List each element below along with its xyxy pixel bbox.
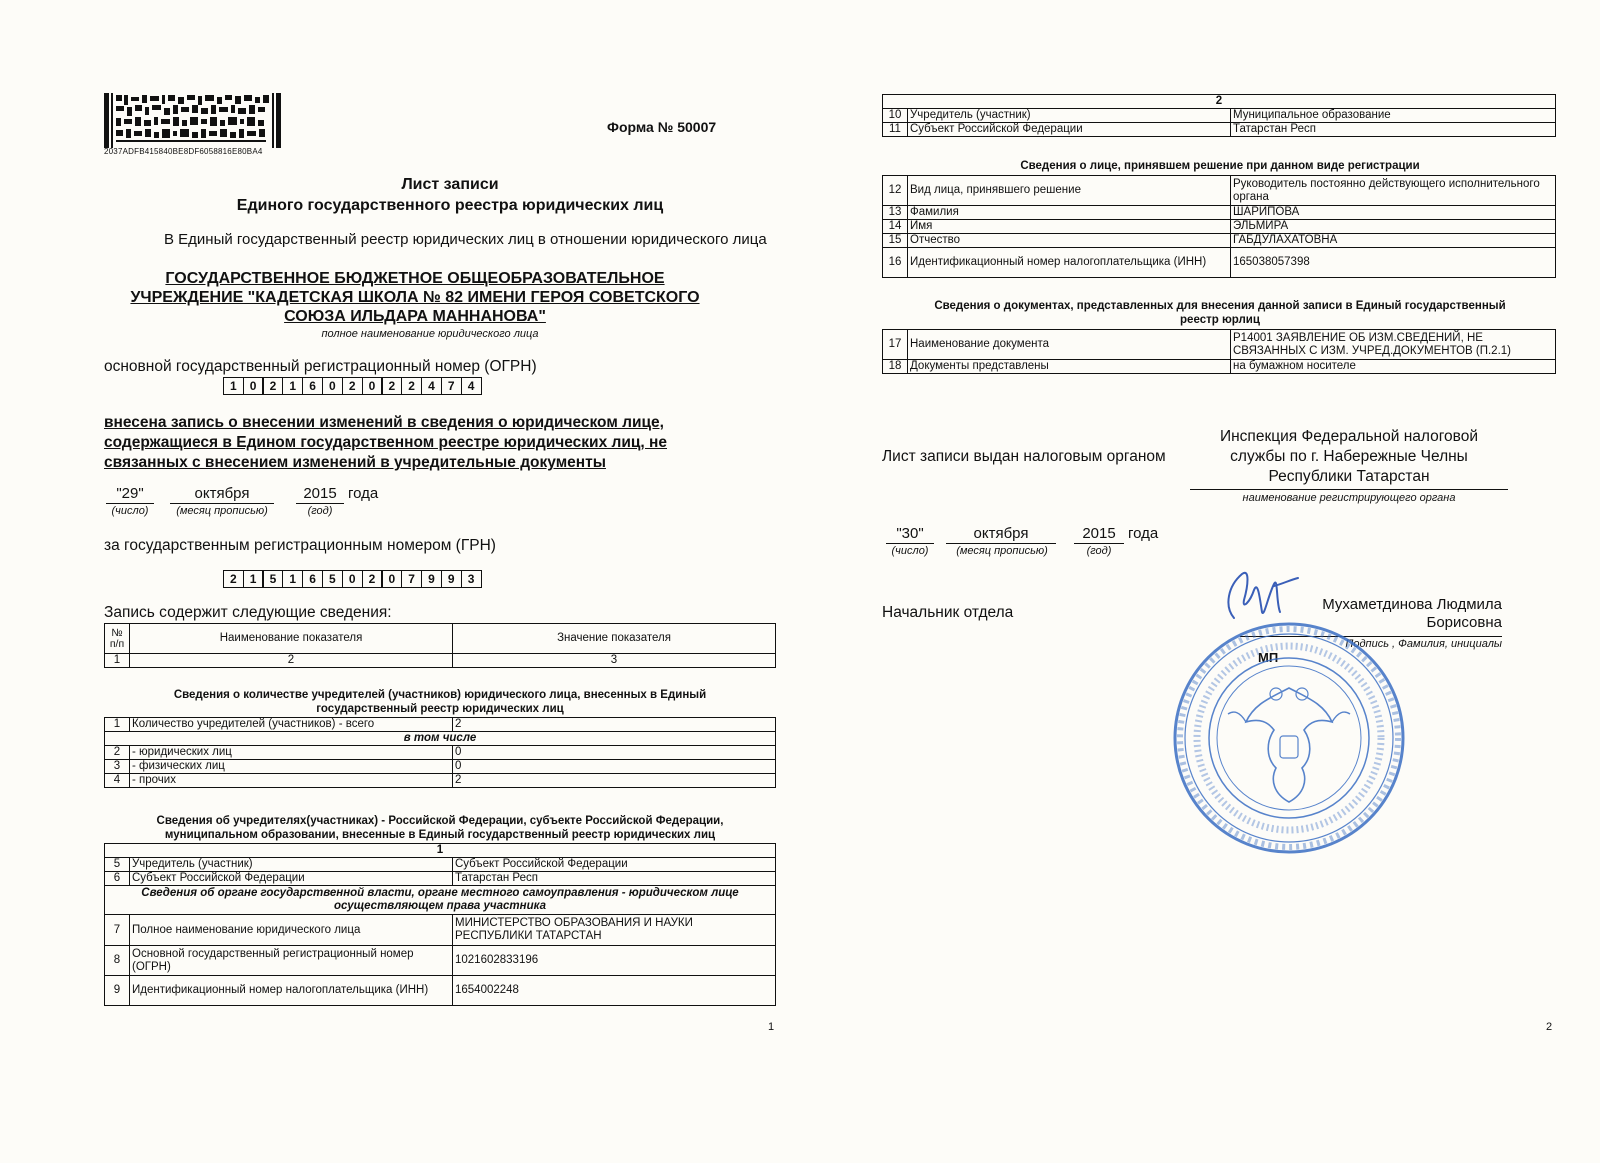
row-name: Документы представлены <box>908 360 1231 374</box>
authority-name-line-2: службы по г. Набережные Челны <box>1230 448 1468 465</box>
row-value: 1654002248 <box>453 976 776 1006</box>
founders-count-table <box>104 717 776 788</box>
row-num: 18 <box>883 360 908 374</box>
row-num: 4 <box>105 774 130 788</box>
record-intro: Запись содержит следующие сведения: <box>104 604 392 621</box>
grn-digit-12: 9 <box>441 570 462 588</box>
date-year-suffix: года <box>348 485 379 502</box>
issue-date <box>800 525 1600 565</box>
row-value: 0 <box>453 760 776 774</box>
caption-day: (число) <box>891 545 929 557</box>
row-num: 2 <box>105 746 130 760</box>
table-row <box>105 718 776 732</box>
signer-line-2: Борисовна <box>1426 614 1502 631</box>
row-name: Наименование документа <box>908 330 1231 360</box>
grn-digit-5: 6 <box>302 570 323 588</box>
row-name: Вид лица, принявшего решение <box>908 176 1231 206</box>
row-name: Полное наименование юридического лица <box>130 915 453 946</box>
grn-digit-8: 2 <box>362 570 383 588</box>
row-name: - юридических лиц <box>130 746 453 760</box>
table-row <box>883 176 1556 206</box>
row-name: - физических лиц <box>130 760 453 774</box>
caption-month: (месяц прописью) <box>956 545 1048 557</box>
row-value: Р14001 ЗАЯВЛЕНИЕ ОБ ИЗМ.СВЕДЕНИЙ, НЕ СВЯЗАННЫХ С ИЗМ. УЧРЕД.ДОКУМЕНТОВ (П.2.1) <box>1231 330 1556 360</box>
row-value: Татарстан Респ <box>1231 123 1556 137</box>
ogrn-digit-7: 2 <box>342 377 363 395</box>
row-num: 12 <box>883 176 908 206</box>
grn-digit-11: 9 <box>421 570 442 588</box>
grn-digit-4: 1 <box>282 570 303 588</box>
date-day: "29" <box>106 485 154 504</box>
stamp-label: МП <box>1258 650 1279 665</box>
docs-heading <box>860 299 1580 327</box>
grn-digit-3: 5 <box>262 570 283 588</box>
table-row <box>105 746 776 760</box>
row-num: 5 <box>105 858 130 872</box>
position-label: Начальник отдела <box>882 604 1014 621</box>
grn-digit-13: 3 <box>461 570 482 588</box>
row-num: 17 <box>883 330 908 360</box>
row-num: 10 <box>883 109 908 123</box>
row-value: 165038057398 <box>1231 248 1556 278</box>
date-month: октября <box>170 485 274 504</box>
table-row <box>105 774 776 788</box>
row-name: Количество учредителей (участников) - всего <box>130 718 453 732</box>
org-name-line-1: ГОСУДАРСТВЕННОЕ БЮДЖЕТНОЕ ОБЩЕОБРАЗОВАТЕЛЬНОЕ <box>165 270 665 287</box>
table-row <box>883 109 1556 123</box>
row-name: Идентификационный номер налогоплательщика (ИНН) <box>130 976 453 1006</box>
date-year: 2015 <box>1074 525 1124 544</box>
row-name: Учредитель (участник) <box>130 858 453 872</box>
org-name-line-3: СОЮЗА ИЛЬДАРА МАННАНОВА" <box>284 308 546 325</box>
ogrn-digit-10: 2 <box>401 377 422 395</box>
signature-image <box>1220 566 1320 626</box>
ogrn-digit-3: 2 <box>262 377 283 395</box>
row-num: 16 <box>883 248 908 278</box>
row-num: 1 <box>105 718 130 732</box>
issued-label: Лист записи выдан налоговым органом <box>882 448 1166 465</box>
table-row <box>105 732 776 746</box>
org-name-caption: полное наименование юридического лица <box>321 328 539 340</box>
row-num: 3 <box>105 760 130 774</box>
row-value: на бумажном носителе <box>1231 360 1556 374</box>
page-2 <box>800 0 1600 1163</box>
founders-heading: Сведения об учредителях(участниках) - Российской Федерации, субъекте Российской Федерации, муниципальном образовании, внесенные в Единый государственный реестр юридических лиц <box>156 815 724 841</box>
title-line-1: Лист записи <box>401 176 499 193</box>
header-col-num: № п/п <box>105 624 130 654</box>
ogrn-digit-4: 1 <box>282 377 303 395</box>
barcode-image <box>104 93 282 148</box>
ogrn-digit-8: 0 <box>362 377 383 395</box>
row-value: ЭЛЬМИРА <box>1231 220 1556 234</box>
row-value: ШАРИПОВА <box>1231 206 1556 220</box>
signer-line-1: Мухаметдинова Людмила <box>1322 596 1502 613</box>
including-label: в том числе <box>105 732 776 746</box>
table-row <box>105 915 776 946</box>
form-number: Форма № 50007 <box>607 119 717 135</box>
caption-year: (год) <box>1086 545 1112 557</box>
table-row <box>883 123 1556 137</box>
row-num: 13 <box>883 206 908 220</box>
caption-year: (год) <box>307 505 333 517</box>
grn-digit-6: 5 <box>322 570 343 588</box>
table-row <box>883 234 1556 248</box>
authority-caption: наименование регистрирующего органа <box>1242 492 1456 504</box>
date-day: "30" <box>886 525 934 544</box>
row-value: Муниципальное образование <box>1231 109 1556 123</box>
founders-table <box>104 843 776 1006</box>
header-num-3: 3 <box>453 654 776 668</box>
row-num: 8 <box>105 946 130 976</box>
ogrn-digit-9: 2 <box>381 377 402 395</box>
authority-name-line-1: Инспекция Федеральной налоговой <box>1219 428 1478 445</box>
row-name: Субъект Российской Федерации <box>130 872 453 886</box>
row-num: 7 <box>105 915 130 946</box>
page-number-2: 2 <box>1546 1021 1553 1033</box>
entry-text-line-1: внесена запись о внесении изменений в сведения о юридическом лице, <box>104 414 664 431</box>
founders-count-heading: Сведения о количестве учредителей (участников) юридического лица, внесенных в Единый государственный реестр юридических лиц <box>173 689 707 715</box>
title-line-2: Единого государственного реестра юридических лиц <box>236 197 664 214</box>
ogrn-digit-6: 0 <box>322 377 343 395</box>
ogrn-digits <box>224 377 482 395</box>
table-row <box>883 220 1556 234</box>
row-value: 1021602833196 <box>453 946 776 976</box>
caption-day: (число) <box>111 505 149 517</box>
docs-table <box>882 329 1556 374</box>
grn-digits <box>224 570 482 588</box>
header-num-1: 1 <box>105 654 130 668</box>
authority-heading: Сведения об органе государственной власти, органе местного самоуправления - юридическом лице осуществляющем права участника <box>105 886 776 915</box>
row-value: Руководитель постоянно действующего исполнительного органа <box>1231 176 1556 206</box>
row-name: Имя <box>908 220 1231 234</box>
authority-name-line-3: Республики Татарстан <box>1268 468 1430 485</box>
grn-digit-10: 7 <box>401 570 422 588</box>
ogrn-label: основной государственный регистрационный номер (ОГРН) <box>104 358 537 375</box>
decision-heading: Сведения о лице, принявшем решение при данном виде регистрации <box>1020 160 1420 172</box>
row-num: 9 <box>105 976 130 1006</box>
founder-block-number-2: 2 <box>883 95 1556 109</box>
row-value: ГАБДУЛАХАТОВНА <box>1231 234 1556 248</box>
table-row <box>105 760 776 774</box>
row-num: 11 <box>883 123 908 137</box>
table-row <box>883 360 1556 374</box>
grn-label: за государственным регистрационным номером (ГРН) <box>104 537 496 554</box>
entry-text-line-2: содержащиеся в Едином государственном реестре юридических лиц, не <box>104 434 668 451</box>
ogrn-digit-5: 6 <box>302 377 323 395</box>
row-value: МИНИСТЕРСТВО ОБРАЗОВАНИЯ И НАУКИ РЕСПУБЛИКИ ТАТАРСТАН <box>453 915 776 946</box>
date-year-suffix: года <box>1128 525 1159 542</box>
authority-name <box>1190 427 1508 490</box>
row-value: 2 <box>453 718 776 732</box>
row-value: 0 <box>453 746 776 760</box>
page-number-1: 1 <box>768 1021 775 1033</box>
grn-digit-2: 1 <box>243 570 264 588</box>
entry-date <box>0 485 800 525</box>
table-row <box>105 858 776 872</box>
date-month: октября <box>946 525 1056 544</box>
row-name: Фамилия <box>908 206 1231 220</box>
row-value: 2 <box>453 774 776 788</box>
signer-caption: Подпись , Фамилия, инициалы <box>1240 636 1502 650</box>
caption-month: (месяц прописью) <box>176 505 268 517</box>
table-row <box>105 946 776 976</box>
row-name: Основной государственный регистрационный номер (ОГРН) <box>130 946 453 976</box>
header-num-2: 2 <box>130 654 453 668</box>
docs-heading-line-1: Сведения о документах, представленных для внесения данной записи в Единый государственный <box>934 300 1506 312</box>
row-num: 15 <box>883 234 908 248</box>
entry-text-line-3: связанных с внесением изменений в учредительные документы <box>104 454 606 471</box>
grn-digit-7: 0 <box>342 570 363 588</box>
date-year: 2015 <box>296 485 344 504</box>
grn-digit-1: 2 <box>223 570 244 588</box>
org-name-line-2: УЧРЕЖДЕНИЕ "КАДЕТСКАЯ ШКОЛА № 82 ИМЕНИ ГЕРОЯ СОВЕТСКОГО <box>130 289 700 306</box>
table-row <box>883 206 1556 220</box>
decision-table <box>882 175 1556 278</box>
docs-heading-line-2: реестр юрлиц <box>1180 314 1260 326</box>
row-name: Идентификационный номер налогоплательщика (ИНН) <box>908 248 1231 278</box>
table-row <box>105 976 776 1006</box>
table-row <box>883 248 1556 278</box>
barcode-text: 2037ADFB415840BE8DF6058816E80BA4 <box>104 147 263 156</box>
table-row <box>883 330 1556 360</box>
ogrn-digit-12: 7 <box>441 377 462 395</box>
row-num: 6 <box>105 872 130 886</box>
ogrn-digit-11: 4 <box>421 377 442 395</box>
row-value: Субъект Российской Федерации <box>453 858 776 872</box>
header-col-value: Значение показателя <box>453 624 776 654</box>
ogrn-digit-2: 0 <box>243 377 264 395</box>
row-name: Субъект Российской Федерации <box>908 123 1231 137</box>
founders-table-2 <box>882 94 1556 137</box>
header-col-name: Наименование показателя <box>130 624 453 654</box>
ogrn-digit-1: 1 <box>223 377 244 395</box>
founder-block-number: 1 <box>105 844 776 858</box>
table-row <box>105 872 776 886</box>
intro-text: В Единый государственный реестр юридических лиц в отношении юридического лица <box>164 231 767 248</box>
row-name: - прочих <box>130 774 453 788</box>
grn-digit-9: 0 <box>381 570 402 588</box>
row-name: Учредитель (участник) <box>908 109 1231 123</box>
ogrn-digit-13: 4 <box>461 377 482 395</box>
row-num: 14 <box>883 220 908 234</box>
row-value: Татарстан Респ <box>453 872 776 886</box>
row-name: Отчество <box>908 234 1231 248</box>
header-table <box>104 623 776 668</box>
official-seal-icon <box>1170 618 1408 858</box>
